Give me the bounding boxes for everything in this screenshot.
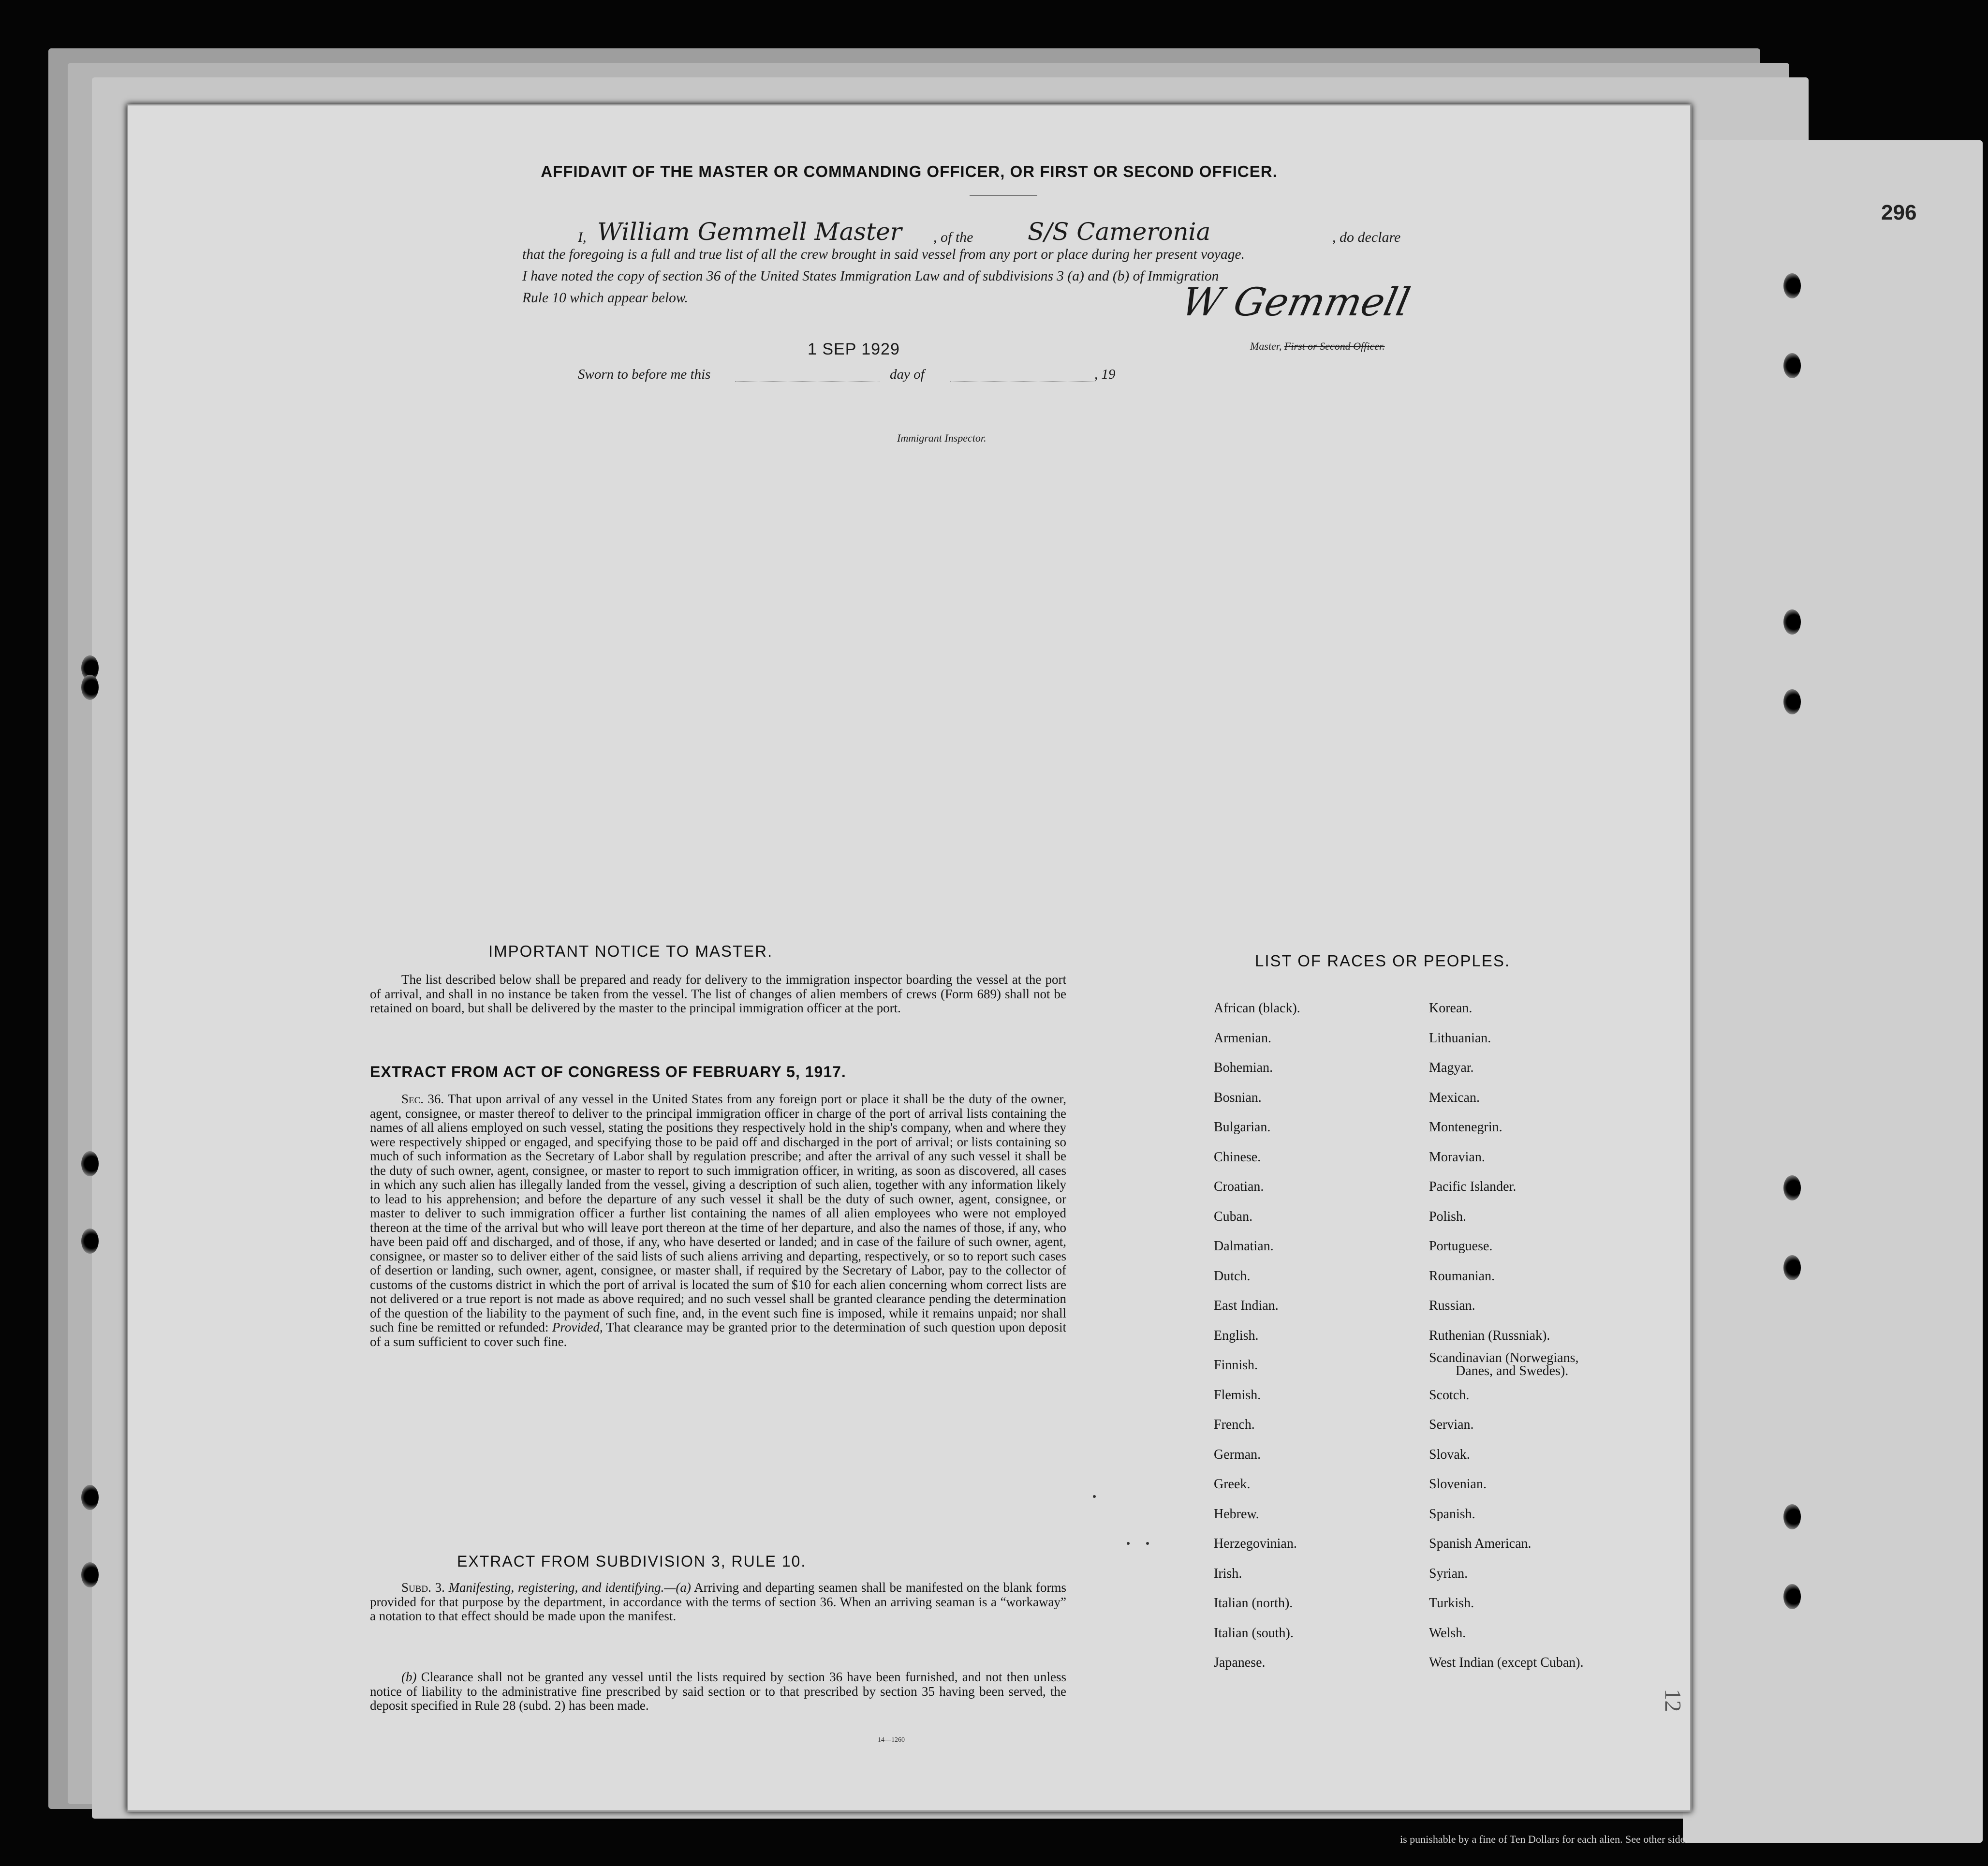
punch-hole-left-2	[81, 675, 99, 700]
race-item: Dalmatian.	[1214, 1239, 1274, 1254]
race-item: German.	[1214, 1447, 1261, 1462]
race-item: Ruthenian (Russniak).	[1429, 1328, 1550, 1343]
notice-body	[370, 973, 1066, 1016]
right-page-strip	[1683, 140, 1983, 1843]
race-item: Japanese.	[1214, 1655, 1266, 1670]
punch-hole-right-4	[1783, 689, 1801, 714]
page-number: 296	[1881, 201, 1917, 224]
sworn-prefix: Sworn to before me this	[578, 367, 711, 382]
race-item: Syrian.	[1429, 1566, 1468, 1581]
declaration-line-1	[578, 218, 1603, 250]
punch-hole-left-6	[81, 1562, 99, 1587]
punch-hole-right-3	[1783, 609, 1801, 635]
punch-hole-right-2	[1783, 353, 1801, 378]
race-item: Slovenian.	[1429, 1477, 1487, 1492]
subd-label: Subd. 3.	[401, 1580, 445, 1595]
section-36-text: That upon arrival of any vessel in the United States from any foreign port or place it shall be the duty of the owner, agent, consignee, or master thereof to deliver to the principal immigration officer in charge of the port of arrival lists containing the names of all aliens employed on such vessel, stating the positions they respectively hold in the ship's company, when and where they were respectively shipped or engaged, and specifying those to be paid off and discharged in the port of arrival; or lists containing so much of such information as the Secretary of Labor shall by regulation prescribe; and after the arrival of any such vessel it shall be the duty of such owner, agent, consignee, or master to report to such immigration officer, in writing, as soon as discovered, all cases in which any such alien has illegally landed from the vessel, giving a description of such alien, together with any information likely to lead to his apprehension; and before the departure of any such vessel it shall be the duty of such owner, agent, consignee, or master to deliver to such immigration officer a further list containing the names of all alien employees who were not employed thereon at the time of the arrival but who will leave port thereon at the time of her departure, and also the names of those, if any, who have been paid off and discharged, and of those, if any, who have deserted or landed; and in case of the failure of such owner, agent, consignee, or master so to deliver either of the said lists of such aliens arriving and departing, respectively, or so to report such cases of desertion or landing, such owner, agent, consignee, or master shall, if required by the Secretary of Labor, pay to the collector of customs of the customs district in which the port of arrival is located the sum of $10 for each alien concerning whom correct lists are not delivered or a true report is not made as above required; and no such vessel shall be granted clearance pending the determination of the question of the liability to the payment of such fine, and, in the event such fine is imposed, while it remains unpaid; nor shall such fine be remitted or refunded:	[370, 1092, 1066, 1334]
title-rule	[970, 195, 1037, 196]
race-item: Bulgarian.	[1214, 1120, 1271, 1135]
race-item: Polish.	[1429, 1209, 1467, 1224]
sworn-day-of: day of	[890, 367, 925, 382]
punch-hole-left-3	[81, 1151, 99, 1176]
form-code: 14—1260	[878, 1736, 905, 1744]
race-item: Mexican.	[1429, 1090, 1480, 1105]
affidavit-sheet	[127, 104, 1692, 1812]
date-stamp: 1 SEP 1929	[808, 340, 900, 358]
para-b-label: (b)	[401, 1670, 417, 1684]
margin-pencil-mark: 12	[1660, 1688, 1686, 1712]
notice-title: IMPORTANT NOTICE TO MASTER.	[488, 942, 773, 960]
subd-para-a: Arriving and departing seamen shall be manifested on the blank forms provided for that purpose by the department, in accordance with the terms of section 36. When an arriving seaman is a “workaway” a notation to that effect should be made upon the manifest.	[370, 1580, 1066, 1623]
declaration-line-2: that the foregoing is a full and true list of all the crew brought in said vessel from any port or place during her present voyage.	[522, 247, 1245, 262]
race-item: Flemish.	[1214, 1387, 1261, 1403]
race-item-continued: Danes, and Swedes).	[1456, 1363, 1569, 1378]
races-title: LIST OF RACES OR PEOPLES.	[1255, 952, 1511, 970]
do-declare-text: , do declare	[1332, 229, 1401, 245]
punch-hole-left-4	[81, 1229, 99, 1254]
punch-hole-right-8	[1783, 1584, 1801, 1609]
extract-act-body	[370, 1092, 1066, 1349]
race-item: Croatian.	[1214, 1179, 1264, 1194]
race-item: Cuban.	[1214, 1209, 1253, 1224]
race-item: Bohemian.	[1214, 1060, 1273, 1075]
race-item: Roumanian.	[1429, 1268, 1495, 1284]
signature-caption	[1250, 340, 1385, 353]
race-item: Spanish American.	[1429, 1536, 1531, 1551]
notice-body-text: The list described below shall be prepared and ready for delivery to the immigration inspector boarding the vessel at the port of arrival, and shall in no instance be taken from the vessel. The list of changes of alien members of crews (Form 689) shall not be retained on board, but shall be delivered by the master to the principal immigration officer at the port.	[370, 972, 1066, 1015]
race-item: Russian.	[1429, 1298, 1475, 1313]
race-item: English.	[1214, 1328, 1259, 1343]
race-item: Magyar.	[1429, 1060, 1474, 1075]
punch-hole-right-7	[1783, 1504, 1801, 1529]
prefix-i: I,	[578, 229, 587, 245]
race-item: Spanish.	[1429, 1506, 1475, 1522]
footer-note: is punishable by a fine of Ten Dollars for each alien. See other side.	[1400, 1833, 1688, 1845]
race-item: Greek.	[1214, 1477, 1251, 1492]
punch-hole-right-6	[1783, 1255, 1801, 1280]
section-label: Sec. 36.	[401, 1092, 444, 1106]
race-item: Lithuanian.	[1429, 1030, 1491, 1046]
punch-hole-right-1	[1783, 273, 1801, 298]
inspector-caption: Immigrant Inspector.	[897, 432, 987, 444]
extract-act-title: EXTRACT FROM ACT OF CONGRESS OF FEBRUARY 5, 1917.	[370, 1063, 846, 1081]
caption-master: Master,	[1250, 340, 1282, 352]
race-item: Scotch.	[1429, 1387, 1470, 1403]
race-item: East Indian.	[1214, 1298, 1279, 1313]
margin-dot	[1146, 1542, 1149, 1545]
sworn-year: , 19	[1094, 367, 1116, 382]
master-name-handwriting: William Gemmell Master	[597, 218, 902, 246]
race-item: Italian (south).	[1214, 1625, 1294, 1641]
race-item: Finnish.	[1214, 1358, 1258, 1373]
race-item: Montenegrin.	[1429, 1120, 1502, 1135]
affidavit-title: AFFIDAVIT OF THE MASTER OR COMMANDING OFFICER, OR FIRST OR SECOND OFFICER.	[541, 163, 1278, 180]
race-item: Dutch.	[1214, 1268, 1251, 1284]
race-item: Slovak.	[1429, 1447, 1470, 1462]
race-item: French.	[1214, 1417, 1255, 1432]
sworn-day-blank	[735, 381, 880, 382]
race-item: Armenian.	[1214, 1030, 1271, 1046]
race-item: Korean.	[1429, 1001, 1473, 1016]
races-right-column	[1429, 993, 1680, 1678]
caption-struck-officers: First or Second Officer.	[1284, 340, 1385, 352]
subd-heading: Manifesting, registering, and identifying.—(a)	[448, 1580, 691, 1595]
races-left-column	[1214, 993, 1465, 1678]
para-b-text: Clearance shall not be granted any vessel until the lists required by section 36 have been furnished, and not then unless notice of liability to the administrative fine prescribed by said section or to that prescribed by section 35 having been served, the deposit specified in Rule 28 (subd. 2) has been made.	[370, 1670, 1066, 1713]
sworn-month-blank	[950, 381, 1095, 382]
race-item: African (black).	[1214, 1001, 1300, 1016]
sworn-line	[578, 367, 1303, 386]
margin-dot	[1127, 1542, 1130, 1545]
race-item: Italian (north).	[1214, 1596, 1293, 1611]
provided-word: Provided,	[552, 1320, 603, 1334]
rule-para-a	[370, 1581, 1066, 1624]
race-item: Chinese.	[1214, 1149, 1261, 1165]
race-item: Hebrew.	[1214, 1506, 1259, 1522]
rule-para-b	[370, 1670, 1066, 1713]
race-item: Scandinavian (Norwegians, Danes, and Swedes).	[1429, 1350, 1680, 1380]
punch-hole-left-5	[81, 1485, 99, 1510]
race-item: Herzegovinian.	[1214, 1536, 1297, 1551]
master-signature: W Gemmell	[1178, 280, 1414, 325]
race-item: Irish.	[1214, 1566, 1242, 1581]
margin-dot	[1093, 1495, 1096, 1498]
vessel-name-handwriting: S/S Cameronia	[1028, 218, 1211, 246]
race-item: Welsh.	[1429, 1625, 1466, 1641]
declaration-line-3: I have noted the copy of section 36 of the United States Immigration Law and of subdivisions 3 (a) and (b) of Immigration	[522, 268, 1219, 284]
declaration-line-4: Rule 10 which appear below.	[522, 290, 688, 306]
race-item: West Indian (except Cuban).	[1429, 1655, 1584, 1670]
section-36-tail: That clearance may be granted prior to the determination of such question upon deposit of a sum sufficient to cover such fine.	[370, 1320, 1067, 1349]
punch-hole-right-5	[1783, 1175, 1801, 1200]
of-the-text: , of the	[933, 229, 973, 245]
race-item: Moravian.	[1429, 1149, 1485, 1165]
race-item: Pacific Islander.	[1429, 1179, 1517, 1194]
race-item: Portuguese.	[1429, 1239, 1493, 1254]
race-item: Turkish.	[1429, 1596, 1474, 1611]
race-item: Bosnian.	[1214, 1090, 1262, 1105]
extract-rule-title: EXTRACT FROM SUBDIVISION 3, RULE 10.	[457, 1553, 807, 1570]
race-item: Servian.	[1429, 1417, 1474, 1432]
